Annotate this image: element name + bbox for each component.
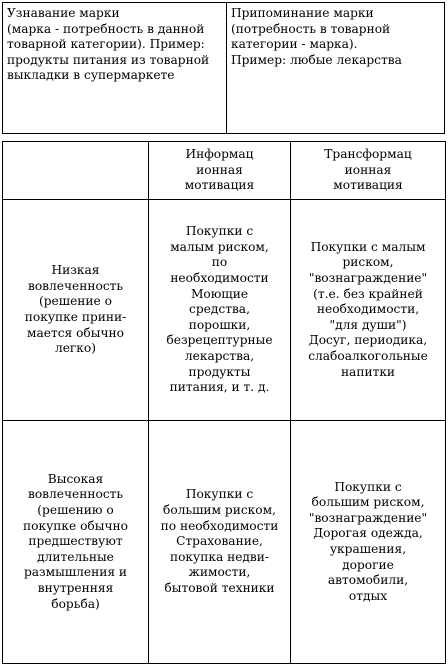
- cell-low-transformational: Покупки с малым риском, "вознаграждение" (т.е. без крайней необходимости, "для души") Досуг, периодика, слабоалкогольные напитки: [291, 200, 446, 421]
- motivation-involvement-table: [2, 141, 446, 664]
- brand-recall-cell: Припоминание марки (потребность в товарной категории - марка). Пример: любые лекарства: [227, 3, 445, 134]
- brand-awareness-table: [2, 2, 445, 134]
- row-label-high-involvement: Высокая вовлеченность (решению о покупке обычно предшествуют длительные размышления и внутренняя борьба): [3, 421, 149, 664]
- table-row: [3, 3, 445, 134]
- header-row: [3, 142, 446, 200]
- row-label-low-involvement: Низкая вовлеченность (решение о покупке прини- мается обычно легко): [3, 200, 149, 421]
- brand-recognition-cell: Узнавание марки (марка - потребность в данной товарной категории). Пример: продукты питания из товарной выкладки в супермаркете: [3, 3, 227, 134]
- table-row: [3, 200, 446, 421]
- cell-high-informational: Покупки с большим риском, по необходимости Страхование, покупка недви- жимости, бытовой техники: [149, 421, 291, 664]
- header-informational: Информац ионная мотивация: [149, 142, 291, 200]
- header-transformational: Трансформац ионная мотивация: [291, 142, 446, 200]
- table-row: [3, 421, 446, 664]
- cell-high-transformational: Покупки с большим риском, "вознаграждение" Дорогая одежда, украшения, дорогие автомобили, отдых: [291, 421, 446, 664]
- cell-low-informational: Покупки с малым риском, по необходимости Моющие средства, порошки, безрецептурные лекарства, продукты питания, и т. д.: [149, 200, 291, 421]
- corner-cell: [3, 142, 149, 200]
